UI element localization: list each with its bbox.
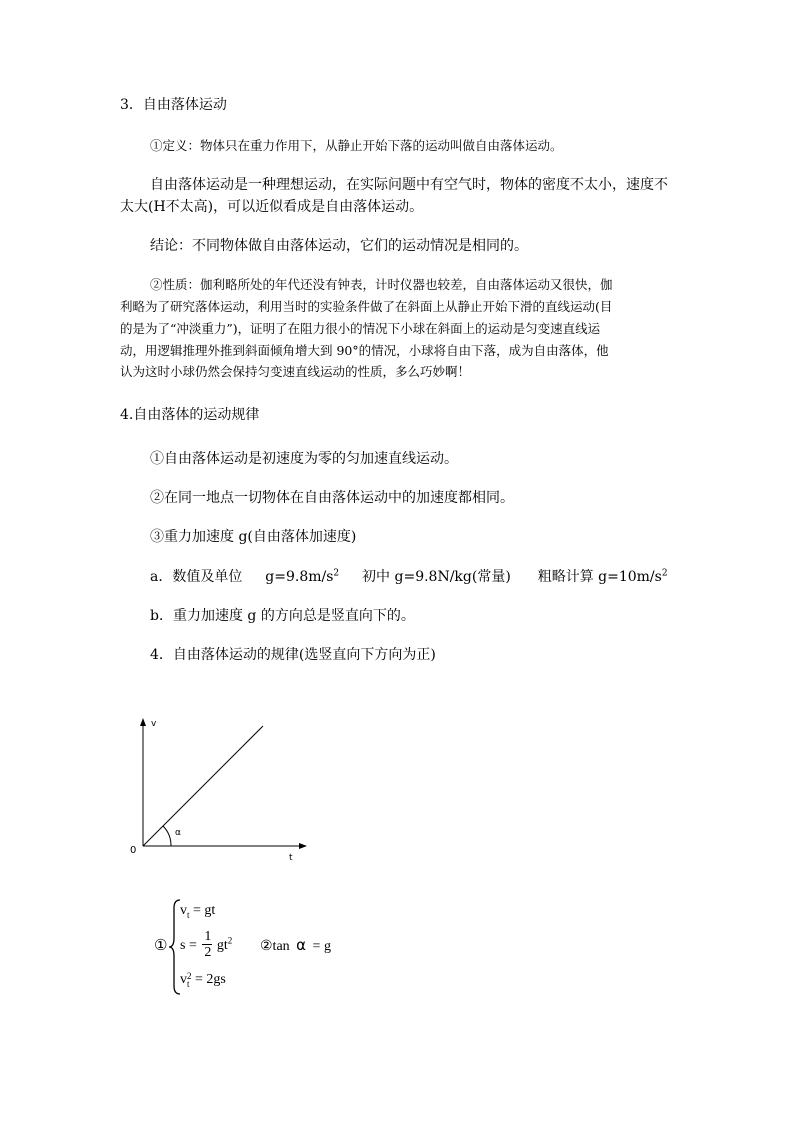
paragraph-line: 太大(H不太高)，可以近似看成是自由落体运动。 bbox=[120, 199, 424, 215]
rule-item-b: b．重力加速度 g 的方向总是竖直向下的。 bbox=[150, 608, 415, 624]
x-axis-label: t bbox=[289, 853, 293, 863]
velocity-time-graph bbox=[125, 712, 315, 867]
item-a-g-value: $g=9.8m/s^2$ bbox=[265, 568, 340, 585]
equation-tan-alpha: ②tan α = g bbox=[260, 936, 331, 954]
rule-item-2: ②在同一地点一切物体在自由落体运动中的加速度都相同。 bbox=[150, 490, 514, 506]
rule-item-3: ③重力加速度 g(自由落体加速度) bbox=[150, 529, 357, 545]
property-line: 动，用逻辑推理外推到斜面倾角增大到 90°的情况，小球将自由下落，成为自由落体，他 bbox=[120, 343, 609, 358]
equation-velocity: $v_t$ = gt bbox=[180, 903, 216, 920]
equation-velocity-squared: v 2 t = 2gs bbox=[180, 971, 226, 989]
kinematics-formulas bbox=[150, 898, 410, 998]
paragraph-line: 自由落体运动是一种理想运动，在实际问题中有空气时，物体的密度不太小，速度不 bbox=[150, 177, 668, 193]
property-line: 利略为了研究落体运动，利用当时的实验条件做了在斜面上从静止开始下滑的直线运动(目 bbox=[120, 299, 613, 314]
origin-label: 0 bbox=[130, 845, 137, 856]
item-a-label: a．数值及单位 bbox=[150, 569, 243, 585]
angle-label: α bbox=[175, 828, 181, 838]
velocity-line bbox=[143, 726, 263, 846]
conclusion-text: 结论：不同物体做自由落体运动，它们的运动情况是相同的。 bbox=[150, 238, 528, 254]
property-line: ②性质：伽利略所处的年代还没有钟表，计时仪器也较差，自由落体运动又很快，伽 bbox=[150, 277, 613, 292]
equation-displacement: s = $\frac{1}{2}$ $gt^2$ bbox=[180, 929, 233, 960]
definition-text: ①定义：物体只在重力作用下，从静止开始下落的运动叫做自由落体运动。 bbox=[150, 138, 563, 153]
rule-item-1: ①自由落体运动是初速度为零的匀加速直线运动。 bbox=[150, 451, 458, 467]
x-axis-arrow bbox=[299, 843, 307, 849]
y-axis-arrow bbox=[140, 718, 146, 726]
property-line: 认为这时小球仍然会保持匀变速直线运动的性质，多么巧妙啊！ bbox=[120, 364, 471, 379]
circle-one: ① bbox=[154, 938, 168, 954]
rule-item-a bbox=[150, 567, 668, 587]
angle-arc bbox=[163, 826, 171, 846]
section-4-heading: 4.自由落体的运动规律 bbox=[120, 407, 260, 423]
rule-item-4: 4．自由落体运动的规律(选竖直向下方向为正) bbox=[150, 647, 436, 663]
item-a-middle-school: 初中 g=9.8N/kg(常量) bbox=[362, 569, 511, 585]
property-line: 的是为了“冲淡重力”)，证明了在阻力很小的情况下小球在斜面上的运动是匀变速直线运 bbox=[120, 321, 601, 336]
item-a-rough: 粗略计算 $g=10m/s^2$ bbox=[537, 568, 668, 585]
y-axis-label: v bbox=[151, 719, 157, 729]
section-3-heading: 3．自由落体运动 bbox=[120, 97, 227, 113]
